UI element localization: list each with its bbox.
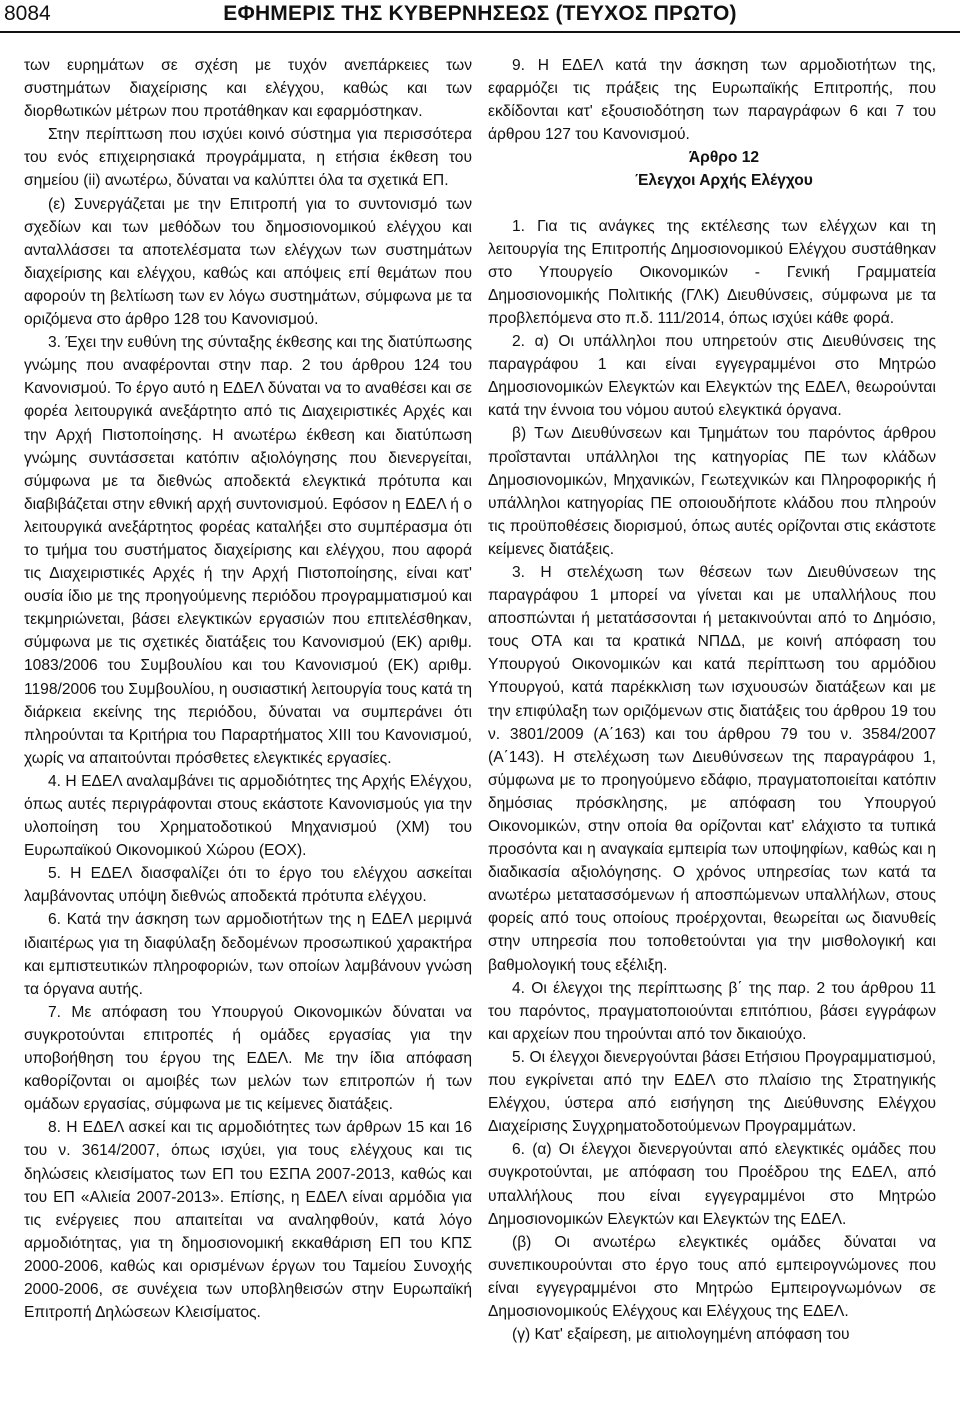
paragraph: 6. (α) Οι έλεγχοι διενεργούνται από ελεγκτικές ομάδες που συγκροτούνται, με απόφαση του Προέδρου της ΕΔΕΛ, από υπαλλήλους που είναι εγγεγραμμένοι στο Μητρώο Δημοσιονομικών Ελεγκτών και Ελεγκτών της ΕΔΕΛ.	[488, 1141, 936, 1228]
paragraph: 1. Για τις ανάγκες της εκτέλεσης των ελέγχων και τη λειτουργία της Επιτροπής Δημοσιονομικού Ελέγχου συστάθηκαν στο Υπουργείο Οικονομικών - Γενική Γραμματεία Δημοσιονομικής Πολιτικής (ΓΛΚ) Διευθύνσεις, σύμφωνα με τα προβλεπόμενα στο π.δ. 111/2014, όπως ισχύει κάθε φορά.	[488, 217, 936, 327]
paragraph: των ευρημάτων σε σχέση με τυχόν ανεπάρκειες των συστημάτων διαχείρισης και ελέγχου, καθώς και των διορθωτικών μέτρων που προτάθηκαν και εφαρμόστηκαν.	[24, 57, 472, 121]
header-rule	[0, 31, 960, 33]
paragraph: 3. Η στελέχωση των θέσεων των Διευθύνσεων της παραγράφου 1 μπορεί να γίνεται και με υπαλλήλους που αποσπώνται ή μετατάσσονται ή μετακινούνται από το Δημόσιο, τους ΟΤΑ και τα κρατικά ΝΠΔΔ, με κοινή απόφαση του Υπουργού Οικονομικών και κατά περίπτωση του αρμόδιου Υπουργού, κατά παρέκκλιση των ισχυουσών διατάξεων και με την επιφύλαξη των οριζόμενων στις διατάξεις του άρθρου 19 του ν. 3801/2009 (Α΄163) και του άρθρου 79 του ν. 3584/2007 (Α΄143). Η στελέχωση των Διευθύνσεων της παραγράφου 1, σύμφωνα με το προηγούμενο εδάφιο, πραγματοποιείται κατόπιν δημόσιας πρόσκλησης, με απόφαση του Υπουργού Οικονομικών, στην οποία θα ορίζονται κατ' ελάχιστο τα τυπικά προσόντα και η αναγκαία εμπειρία των υποψηφίων, καθώς και η διαδικασία αξιολόγησης. Ο χρόνος υπηρεσίας των κατά τα ανωτέρω μετατασσόμενων ή αποσπώμενων υπαλλήλων, στους φορείς από τους οποίους προέρχονται, θεωρείται ως διανυθείς στην υπηρεσία που τοποθετούνται για την μισθολογική και βαθμολογική τους εξέλιξη.	[488, 563, 936, 974]
paragraph: 4. Η ΕΔΕΛ αναλαμβάνει τις αρμοδιότητες της Αρχής Ελέγχου, όπως αυτές περιγράφονται στους εκάστοτε Κανονισμούς για την υλοποίηση του Χρηματοδοτικού Μηχανισμού (ΧΜ) του Ευρωπαϊκού Οικονομικού Χώρου (ΕΟΧ).	[24, 772, 472, 860]
paragraph: 7. Με απόφαση του Υπουργού Οικονομικών δύναται να συγκροτούνται επιτροπές ή ομάδες εργασίας για την υποβοήθηση του έργου της ΕΔΕΛ. Με την ίδια απόφαση καθορίζονται οι αμοιβές των μελών των επιτροπών ή των ομάδων εργασίας, σύμφωνα με τις κείμενες διατάξεις.	[24, 1003, 472, 1114]
paragraph: 8. Η ΕΔΕΛ ασκεί και τις αρμοδιότητες των άρθρων 15 και 16 του ν. 3614/2007, όπως ισχύει, για τους ελέγχους και τις δηλώσεις κλεισίματος των ΕΠ του ΕΣΠΑ 2007-2013, καθώς και του ΕΠ «Αλιεία 2007-2013». Επίσης, η ΕΔΕΛ είναι αρμόδια για τις ενέργειες που απαιτείται να αναληφθούν, κατά λόγο αρμοδιότητας, για τη δημοσιονομική εκκαθάριση ΕΠ του ΚΠΣ 2000-2006, καθώς και ορισμένων έργων του Ταμείου Συνοχής 2000-2006, σε συνέχεια των υποβληθεισών στην Ευρωπαϊκή Επιτροπή Δηλώσεων Κλεισίματος.	[24, 1119, 472, 1322]
paragraph: β) Των Διευθύνσεων και Τμημάτων του παρόντος άρθρου προΐστανται υπάλληλοι της κατηγορίας ΠΕ των κλάδων Δημοσιονομικών, Μηχανικών, Γεωτεχνικών και Πληροφορικής ή υπάλληλοι κατηγορίας ΠΕ οποιουδήποτε κλάδου που πληρούν τις προϋποθέσεις διορισμού, όπως αυτές ορίζονται στις εκάστοτε κείμενες διατάξεις.	[488, 425, 936, 558]
page-number: 8084	[4, 2, 51, 25]
article-number: Άρθρο 12	[688, 149, 760, 167]
paragraph: 4. Οι έλεγχοι της περίπτωσης β΄ της παρ. 2 του άρθρου 11 του παρόντος, πραγματοποιούνται επιτόπιου, βάσει εγγράφων και αρχείων που τηρούνται από τον δικαιούχο.	[488, 979, 936, 1043]
left-column	[24, 54, 472, 1324]
paragraph: (ε) Συνεργάζεται με την Επιτροπή για το συντονισμό των σχεδίων και των μεθόδων του δημοσιονομικού ελέγχου και ανταλλάσσει τα αποτελέσματα των ελέγχων των συστημάτων διαχείρισης και ελέγχου, καθώς και απόψεις επί θεμάτων που αφορούν τη βελτίωση των εν λόγω συστημάτων, σύμφωνα με τα οριζόμενα στο άρθρο 128 του Κανονισμού.	[24, 195, 472, 329]
paragraph: 9. Η ΕΔΕΛ κατά την άσκηση των αρμοδιοτήτων της, εφαρμόζει τις πράξεις της Ευρωπαϊκής Επιτροπής, που εκδίδονται κατ' εξουσιοδότηση των παραγράφων 6 και 7 του άρθρου 127 του Κανονισμού.	[488, 57, 936, 144]
paragraph: (β) Οι ανωτέρω ελεγκτικές ομάδες δύναται να συνεπικουρούνται στο έργο τους από εμπειρογνώμονες που είναι εγγεγραμμένοι στο Μητρώο Εμπειρογνωμόνων σε Δημοσιονομικούς Ελέγχους και Ελέγχους της ΕΔΕΛ.	[488, 1233, 936, 1320]
right-column	[488, 54, 936, 1346]
paragraph: Στην περίπτωση που ισχύει κοινό σύστημα για περισσότερα του ενός επιχειρησιακά προγράμματα, η ετήσια έκθεση του σημείου (ii) ανωτέρω, δύναται να καλύπτει όλα τα σχετικά ΕΠ.	[24, 126, 472, 190]
paragraph: 5. Οι έλεγχοι διενεργούνται βάσει Ετήσιου Προγραμματισμού, που εγκρίνεται από την ΕΔΕΛ στο πλαίσιο της Στρατηγικής Ελέγχου, ύστερα από εισήγηση της Διεύθυνσης Ελέγχου Διαχείρισης Συγχρηματοδοτούμενων Προγραμμάτων.	[488, 1048, 936, 1136]
paragraph: 5. Η ΕΔΕΛ διασφαλίζει ότι το έργο του ελέγχου ασκείται λαμβάνοντας υπόψη διεθνώς αποδεκτά πρότυπα ελέγχου.	[24, 865, 472, 906]
journal-title: ΕΦΗΜΕΡΙΣ ΤΗΣ ΚΥΒΕΡΝΗΣΕΩΣ (ΤΕΥΧΟΣ ΠΡΩΤΟ)	[223, 2, 737, 25]
paragraph: (γ) Κατ' εξαίρεση, με αιτιολογημένη απόφαση του	[512, 1326, 850, 1344]
paragraph: 2. α) Οι υπάλληλοι που υπηρετούν στις Διευθύνσεις της παραγράφου 1 και είναι εγγεγραμμένοι στο Μητρώο Δημοσιονομικών Ελεγκτών και Ελεγκτών της ΕΔΕΛ, θεωρούνται κατά την έννοια του νόμου αυτού ελεγκτικά όργανα.	[488, 333, 936, 420]
paragraph: 3. Έχει την ευθύνη της σύνταξης έκθεσης και της διατύπωσης γνώμης που αναφέρονται στην παρ. 2 του άρθρου 124 του Κανονισμού. Το έργο αυτό η ΕΔΕΛ δύναται να το αναθέσει και σε φορέα λειτουργικά ανεξάρτητο από τις Διαχειριστικές Αρχές και την Αρχή Πιστοποίησης. Η ανωτέρω έκθεση και διατύπωση γνώμης συντάσσεται κατόπιν αξιολόγησης που διενεργείται, σύμφωνα με τα διεθνώς αποδεκτά ελεγκτικά πρότυπα και διαβιβάζεται στην εθνική αρχή συντονισμού. Εφόσον η ΕΔΕΛ ή ο λειτουργικά ανεξάρτητος φορέας καταλήξει στο συμπέρασμα ότι το τμήμα του συστήματος διαχείρισης και ελέγχου, που αφορά τις Διαχειριστικές Αρχές ή την Αρχή Πιστοποίησης, είναι κατ' ουσία ίδιο με της προηγούμενης περιόδου προγραμματισμού και τεκμηριώνεται, βάσει ελεγκτικών εργασιών που επιτελέσθηκαν, σύμφωνα με τις σχετικές διατάξεις του Κανονισμού (ΕΚ) αριθμ. 1083/2006 του Συμβουλίου και του Κανονισμού (ΕΚ) αριθμ. 1198/2006 του Συμβουλίου, η ουσιαστική λειτουργία τους κατά τη διάρκεια εκείνης της περιόδου, δύναται να συμπεράνει ότι πληρούνται τα Κριτήρια του Παραρτήματος XIII του Κανονισμού, χωρίς να απαιτούνται πρόσθετες ελεγκτικές εργασίες.	[24, 334, 472, 767]
article-title: Έλεγχοι Αρχής Ελέγχου	[635, 172, 813, 190]
paragraph: 6. Κατά την άσκηση των αρμοδιοτήτων της η ΕΔΕΛ μεριμνά ιδιαιτέρως για τη διαφύλαξη δεδομένων προσωπικού χαρακτήρα και εμπιστευτικών πληροφοριών, των οποίων λαμβάνουν γνώση τα όργανα αυτής.	[24, 911, 472, 998]
page-header	[0, 0, 960, 34]
